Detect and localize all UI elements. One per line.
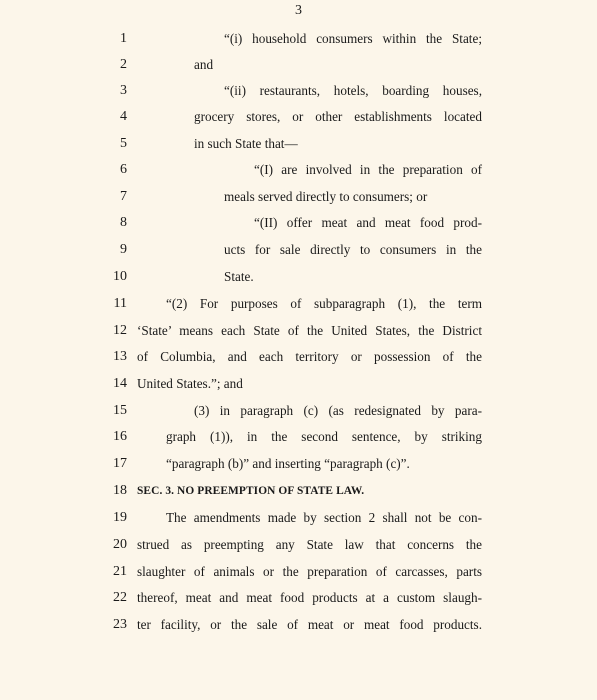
line-text: The amendments made by section 2 shall not be con-: [166, 510, 482, 525]
line-text: “paragraph (b)” and inserting “paragraph (c)”.: [166, 456, 410, 471]
text-line: [0, 375, 597, 401]
line-number: 5: [120, 136, 127, 151]
line-number: 12: [113, 323, 127, 338]
section-heading: SEC. 3. NO PREEMPTION OF STATE LAW.: [137, 485, 365, 497]
text-line: [0, 188, 597, 214]
text-line: [0, 268, 597, 294]
line-text: slaughter of animals or the preparation of carcasses, parts: [137, 564, 482, 579]
text-line: [0, 563, 597, 589]
page-number: 3: [295, 3, 302, 18]
line-text: thereof, meat and meat food products at a custom slaugh-: [137, 590, 482, 605]
line-number: 21: [113, 564, 127, 579]
text-line: [0, 161, 597, 187]
line-text: strued as preempting any State law that concerns the: [137, 537, 482, 552]
line-number: 10: [113, 269, 127, 284]
text-line: [0, 455, 597, 481]
line-text: (3) in paragraph (c) (as redesignated by para-: [194, 403, 482, 418]
line-text: United States.”; and: [137, 376, 243, 391]
line-text: ter facility, or the sale of meat or meat food products.: [137, 617, 482, 632]
line-text: “(II) offer meat and meat food prod-: [254, 215, 482, 230]
line-number: 13: [113, 349, 127, 364]
line-number: 6: [120, 162, 127, 177]
line-text: ‘State’ means each State of the United States, the District: [137, 323, 482, 338]
line-number: 7: [120, 189, 127, 204]
text-line: [0, 322, 597, 348]
text-line: [0, 82, 597, 108]
line-number: 4: [120, 109, 127, 124]
line-text: meals served directly to consumers; or: [224, 189, 428, 204]
line-text: “(ii) restaurants, hotels, boarding houses,: [224, 83, 482, 98]
text-line: [0, 135, 597, 161]
text-line: [0, 482, 597, 508]
line-text: and: [194, 57, 214, 72]
text-line: [0, 108, 597, 134]
text-line: [0, 589, 597, 615]
text-line: [0, 30, 597, 56]
text-line: [0, 214, 597, 240]
line-number: 14: [113, 376, 127, 391]
text-line: [0, 241, 597, 267]
text-line: [0, 428, 597, 454]
line-text: grocery stores, or other establishments located: [194, 109, 482, 124]
text-line: [0, 402, 597, 428]
text-line: [0, 536, 597, 562]
line-text: ucts for sale directly to consumers in the: [224, 242, 482, 257]
line-number: 16: [113, 429, 127, 444]
line-text: graph (1)), in the second sentence, by striking: [166, 429, 482, 444]
line-number: 1: [120, 31, 127, 46]
text-line: [0, 295, 597, 321]
line-number: 22: [113, 590, 127, 605]
text-line: [0, 56, 597, 82]
line-number: 11: [113, 296, 127, 311]
line-text: “(I) are involved in the preparation of: [254, 162, 482, 177]
line-text: “(2) For purposes of subparagraph (1), the term: [166, 296, 482, 311]
line-number: 8: [120, 215, 127, 230]
line-text: “(i) household consumers within the State;: [224, 31, 482, 46]
line-number: 15: [113, 403, 127, 418]
text-line: [0, 616, 597, 642]
line-number: 3: [120, 83, 127, 98]
line-number: 18: [113, 483, 127, 498]
line-number: 2: [120, 57, 127, 72]
line-text: State.: [224, 269, 254, 284]
line-number: 23: [113, 617, 127, 632]
line-number: 19: [113, 510, 127, 525]
line-number: 9: [120, 242, 127, 257]
line-number: 20: [113, 537, 127, 552]
line-text: in such State that—: [194, 136, 298, 151]
text-line: [0, 348, 597, 374]
text-line: [0, 509, 597, 535]
line-text: of Columbia, and each territory or possession of the: [137, 349, 482, 364]
line-number: 17: [113, 456, 127, 471]
